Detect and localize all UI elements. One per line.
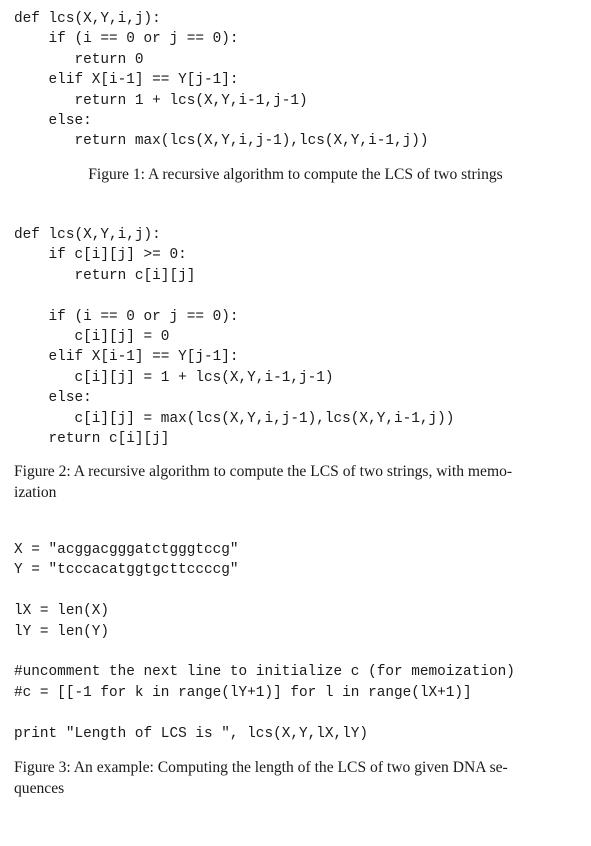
code-line: return 1 + lcs(X,Y,i-1,j-1) — [14, 92, 308, 109]
figure1-caption: Figure 1: A recursive algorithm to compute the LCS of two strings — [88, 166, 503, 183]
code-line: def lcs(X,Y,i,j): — [14, 227, 161, 243]
code-line: if (i == 0 or j == 0): — [14, 308, 239, 325]
code-line: c[i][j] = 0 — [14, 328, 170, 345]
code-line: print "Length of LCS is ", lcs(X,Y,lX,lY) — [14, 725, 369, 742]
code-line: Y = "tcccacatggtgcttccccg" — [14, 562, 239, 579]
code-line: return 0 — [14, 51, 144, 68]
code-comment-line: #c = [[-1 for k in range(lY+1)] for l in range(lX+1)] — [14, 684, 472, 701]
figure2-caption-line2: ization — [14, 484, 57, 501]
code-line: else: — [14, 112, 92, 129]
code-blank-line — [14, 581, 515, 601]
figure2-caption-line1: Figure 2: A recursive algorithm to compute the LCS of two strings, with memo- — [14, 463, 513, 480]
code-line: if c[i][j] >= 0: — [14, 247, 187, 264]
figure3-caption-line1: Figure 3: An example: Computing the length of the LCS of two given DNA se- — [14, 759, 508, 776]
code-line: def lcs(X,Y,i,j): — [14, 11, 161, 27]
code-blank-line — [14, 286, 454, 306]
figure3-code — [14, 540, 515, 744]
code-line: return c[i][j] — [14, 430, 170, 447]
code-line: c[i][j] = 1 + lcs(X,Y,i-1,j-1) — [14, 369, 334, 386]
code-line: elif X[i-1] == Y[j-1]: — [14, 72, 239, 89]
code-comment-line: #uncomment the next line to initialize c (for memoization) — [14, 664, 515, 681]
code-line: lX = len(X) — [14, 603, 109, 620]
code-line: if (i == 0 or j == 0): — [14, 31, 239, 48]
code-line: return max(lcs(X,Y,i,j-1),lcs(X,Y,i-1,j)) — [14, 133, 429, 150]
figure2-code — [14, 225, 454, 449]
figure3-caption-line2: quences — [14, 780, 65, 797]
figure1-code — [14, 9, 429, 152]
figure2-caption — [14, 461, 559, 503]
code-line: X = "acggacgggatctgggtccg" — [14, 542, 239, 558]
code-blank-line — [14, 642, 515, 662]
code-line: return c[i][j] — [14, 267, 196, 284]
code-line: elif X[i-1] == Y[j-1]: — [14, 349, 239, 366]
code-line: lY = len(Y) — [14, 623, 109, 640]
code-blank-line — [14, 703, 515, 723]
code-line: c[i][j] = max(lcs(X,Y,i,j-1),lcs(X,Y,i-1,j)) — [14, 410, 455, 427]
figure3-caption — [14, 757, 559, 799]
code-line: else: — [14, 390, 92, 407]
